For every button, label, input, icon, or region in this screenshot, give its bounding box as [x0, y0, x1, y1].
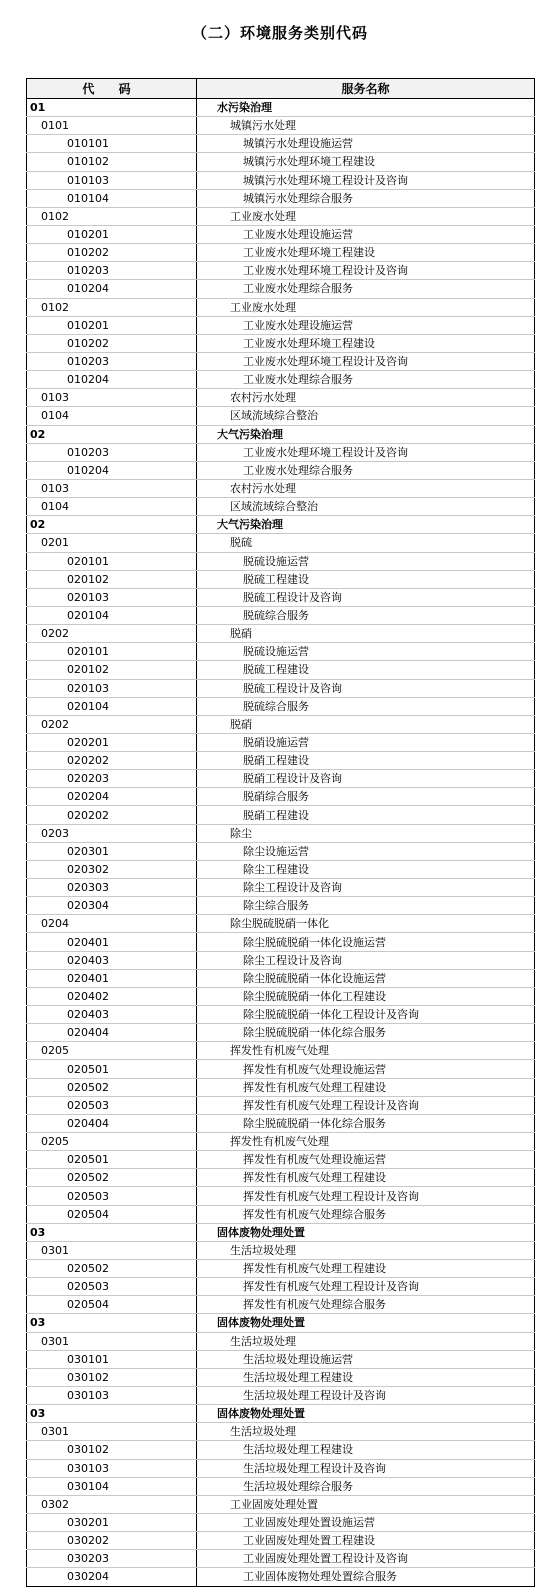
service-name: 挥发性有机废气处理工程设计及咨询	[197, 1096, 535, 1114]
service-code: 030102	[27, 1441, 197, 1459]
subcategory-row	[27, 1042, 535, 1060]
service-code: 030202	[27, 1532, 197, 1550]
service-code: 020304	[27, 897, 197, 915]
service-name: 生活垃圾处理综合服务	[197, 1477, 535, 1495]
subcategory-row	[27, 117, 535, 135]
table-row	[27, 316, 535, 334]
table-row	[27, 588, 535, 606]
table-row	[27, 1024, 535, 1042]
service-code: 0102	[27, 207, 197, 225]
table-row	[27, 1550, 535, 1568]
service-name: 脱硫综合服务	[197, 606, 535, 624]
service-name: 城镇污水处理	[197, 117, 535, 135]
table-row	[27, 244, 535, 262]
service-name: 水污染治理	[197, 99, 535, 117]
service-name: 固体废物处理处置	[197, 1405, 535, 1423]
service-code: 0201	[27, 534, 197, 552]
service-name: 工业废水处理综合服务	[197, 280, 535, 298]
service-name: 脱硝综合服务	[197, 788, 535, 806]
service-name: 大气污染治理	[197, 425, 535, 443]
service-name: 城镇污水处理设施运营	[197, 135, 535, 153]
service-code: 020502	[27, 1169, 197, 1187]
table-row	[27, 1513, 535, 1531]
service-code: 020503	[27, 1096, 197, 1114]
service-code: 010203	[27, 352, 197, 370]
service-code: 010204	[27, 461, 197, 479]
service-name: 生活垃圾处理	[197, 1423, 535, 1441]
service-name: 工业废水处理环境工程设计及咨询	[197, 262, 535, 280]
table-row	[27, 951, 535, 969]
subcategory-row	[27, 1133, 535, 1151]
service-code: 020403	[27, 951, 197, 969]
service-code: 020203	[27, 770, 197, 788]
service-name: 工业废水处理设施运营	[197, 316, 535, 334]
subcategory-row	[27, 298, 535, 316]
service-code: 0103	[27, 479, 197, 497]
service-name: 脱硝工程建设	[197, 806, 535, 824]
service-code: 010202	[27, 334, 197, 352]
subcategory-row	[27, 534, 535, 552]
service-name: 生活垃圾处理工程设计及咨询	[197, 1386, 535, 1404]
table-row	[27, 552, 535, 570]
service-code: 0104	[27, 498, 197, 516]
table-row	[27, 1532, 535, 1550]
service-name: 挥发性有机废气处理工程建设	[197, 1260, 535, 1278]
subcategory-row	[27, 207, 535, 225]
service-code: 0102	[27, 298, 197, 316]
service-name: 工业废水处理环境工程建设	[197, 334, 535, 352]
service-code: 020202	[27, 806, 197, 824]
service-code: 0203	[27, 824, 197, 842]
table-row	[27, 1260, 535, 1278]
category-row	[27, 1314, 535, 1332]
table-row	[27, 933, 535, 951]
service-code: 030103	[27, 1459, 197, 1477]
service-name: 工业废水处理综合服务	[197, 371, 535, 389]
category-row	[27, 99, 535, 117]
service-code: 01	[27, 99, 197, 117]
service-code: 0104	[27, 407, 197, 425]
service-name: 脱硝设施运营	[197, 733, 535, 751]
table-row	[27, 661, 535, 679]
table-row	[27, 697, 535, 715]
table-row	[27, 1096, 535, 1114]
service-name: 除尘脱硫脱硝一体化综合服务	[197, 1024, 535, 1042]
service-name: 脱硫工程建设	[197, 570, 535, 588]
service-name: 城镇污水处理环境工程设计及咨询	[197, 171, 535, 189]
service-name: 生活垃圾处理工程设计及咨询	[197, 1459, 535, 1477]
service-name: 挥发性有机废气处理设施运营	[197, 1151, 535, 1169]
subcategory-row	[27, 1495, 535, 1513]
subcategory-row	[27, 407, 535, 425]
table-row	[27, 1296, 535, 1314]
service-name: 脱硫综合服务	[197, 697, 535, 715]
service-code: 0204	[27, 915, 197, 933]
service-name: 脱硫设施运营	[197, 643, 535, 661]
service-name: 挥发性有机废气处理工程设计及咨询	[197, 1278, 535, 1296]
table-row	[27, 897, 535, 915]
table-row	[27, 1169, 535, 1187]
table-row	[27, 969, 535, 987]
service-name: 工业废水处理环境工程建设	[197, 244, 535, 262]
subcategory-row	[27, 1332, 535, 1350]
subcategory-row	[27, 625, 535, 643]
service-code: 02	[27, 516, 197, 534]
service-name: 区域流域综合整治	[197, 407, 535, 425]
service-name: 工业废水处理	[197, 298, 535, 316]
service-code: 0202	[27, 715, 197, 733]
service-code: 010103	[27, 171, 197, 189]
service-name: 脱硝工程建设	[197, 752, 535, 770]
service-name: 挥发性有机废气处理综合服务	[197, 1296, 535, 1314]
service-code: 010104	[27, 189, 197, 207]
service-name: 除尘综合服务	[197, 897, 535, 915]
subcategory-row	[27, 824, 535, 842]
table-row	[27, 1368, 535, 1386]
category-row	[27, 425, 535, 443]
service-name: 除尘工程设计及咨询	[197, 951, 535, 969]
subcategory-row	[27, 389, 535, 407]
service-code: 0103	[27, 389, 197, 407]
category-row	[27, 1223, 535, 1241]
service-code: 020103	[27, 679, 197, 697]
table-row	[27, 1441, 535, 1459]
service-code: 030102	[27, 1368, 197, 1386]
service-name: 脱硝	[197, 715, 535, 733]
table-row	[27, 987, 535, 1005]
service-code: 030201	[27, 1513, 197, 1531]
category-row	[27, 1405, 535, 1423]
service-name: 农村污水处理	[197, 389, 535, 407]
service-code: 010204	[27, 280, 197, 298]
service-name: 除尘工程设计及咨询	[197, 879, 535, 897]
service-code: 020104	[27, 606, 197, 624]
table-row	[27, 752, 535, 770]
table-row	[27, 461, 535, 479]
subcategory-row	[27, 915, 535, 933]
page-title: （二）环境服务类别代码	[191, 24, 368, 42]
table-row	[27, 189, 535, 207]
service-code: 020504	[27, 1205, 197, 1223]
service-code: 02	[27, 425, 197, 443]
service-name: 工业废水处理设施运营	[197, 225, 535, 243]
service-code: 020503	[27, 1187, 197, 1205]
table-row	[27, 1114, 535, 1132]
table-row	[27, 1205, 535, 1223]
service-name: 除尘	[197, 824, 535, 842]
service-code: 020504	[27, 1296, 197, 1314]
service-name: 工业固废处理处置设施运营	[197, 1513, 535, 1531]
category-row	[27, 516, 535, 534]
subcategory-row	[27, 1241, 535, 1259]
service-name: 工业固废处理处置工程设计及咨询	[197, 1550, 535, 1568]
service-name: 除尘脱硫脱硝一体化	[197, 915, 535, 933]
service-name: 挥发性有机废气处理工程建设	[197, 1169, 535, 1187]
service-name: 脱硫工程建设	[197, 661, 535, 679]
service-code: 020101	[27, 643, 197, 661]
table-row	[27, 733, 535, 751]
service-name: 城镇污水处理环境工程建设	[197, 153, 535, 171]
table-body	[27, 99, 535, 1587]
service-name: 挥发性有机废气处理工程建设	[197, 1078, 535, 1096]
service-name: 生活垃圾处理工程建设	[197, 1441, 535, 1459]
service-name: 除尘脱硫脱硝一体化设施运营	[197, 933, 535, 951]
service-code: 0202	[27, 625, 197, 643]
table-row	[27, 842, 535, 860]
service-code: 0301	[27, 1332, 197, 1350]
service-code: 020202	[27, 752, 197, 770]
table-row	[27, 570, 535, 588]
table-row	[27, 1477, 535, 1495]
table-row	[27, 153, 535, 171]
service-code: 020102	[27, 570, 197, 588]
service-code: 010201	[27, 225, 197, 243]
service-name: 除尘脱硫脱硝一体化设施运营	[197, 969, 535, 987]
service-name: 挥发性有机废气处理工程设计及咨询	[197, 1187, 535, 1205]
table-row	[27, 788, 535, 806]
service-code: 020302	[27, 860, 197, 878]
table-row	[27, 1006, 535, 1024]
service-name: 工业废水处理环境工程设计及咨询	[197, 443, 535, 461]
service-code: 010203	[27, 262, 197, 280]
service-code: 03	[27, 1405, 197, 1423]
service-code: 0101	[27, 117, 197, 135]
subcategory-row	[27, 1423, 535, 1441]
table-row	[27, 334, 535, 352]
service-name: 除尘设施运营	[197, 842, 535, 860]
service-name: 挥发性有机废气处理综合服务	[197, 1205, 535, 1223]
service-name: 工业废水处理环境工程设计及咨询	[197, 352, 535, 370]
service-code: 03	[27, 1314, 197, 1332]
subcategory-row	[27, 498, 535, 516]
service-name: 工业固废处理处置	[197, 1495, 535, 1513]
table-row	[27, 1568, 535, 1586]
service-name: 脱硫工程设计及咨询	[197, 679, 535, 697]
service-name: 脱硝	[197, 625, 535, 643]
service-code: 0205	[27, 1133, 197, 1151]
service-code: 020402	[27, 987, 197, 1005]
service-code: 020401	[27, 969, 197, 987]
service-name: 工业废水处理	[197, 207, 535, 225]
table-row	[27, 262, 535, 280]
service-name: 除尘工程建设	[197, 860, 535, 878]
table-row	[27, 352, 535, 370]
service-name: 生活垃圾处理	[197, 1241, 535, 1259]
table-row	[27, 1078, 535, 1096]
service-name: 生活垃圾处理	[197, 1332, 535, 1350]
table-row	[27, 679, 535, 697]
service-code: 020502	[27, 1260, 197, 1278]
service-code: 020501	[27, 1060, 197, 1078]
table-row	[27, 135, 535, 153]
subcategory-row	[27, 715, 535, 733]
service-code: 020204	[27, 788, 197, 806]
table-row	[27, 171, 535, 189]
service-code: 020103	[27, 588, 197, 606]
service-name: 固体废物处理处置	[197, 1314, 535, 1332]
service-code: 020303	[27, 879, 197, 897]
table-row	[27, 806, 535, 824]
service-code: 030203	[27, 1550, 197, 1568]
service-name: 脱硫	[197, 534, 535, 552]
table-row	[27, 879, 535, 897]
code-column-header: 代 码	[27, 79, 197, 99]
service-code: 010204	[27, 371, 197, 389]
service-name: 城镇污水处理综合服务	[197, 189, 535, 207]
service-name: 工业废水处理综合服务	[197, 461, 535, 479]
service-name: 工业固废处理处置工程建设	[197, 1532, 535, 1550]
table-row	[27, 1060, 535, 1078]
table-row	[27, 371, 535, 389]
service-code-table	[26, 78, 535, 1587]
service-name: 生活垃圾处理设施运营	[197, 1350, 535, 1368]
service-code: 020404	[27, 1024, 197, 1042]
service-name: 挥发性有机废气处理	[197, 1042, 535, 1060]
service-name: 工业固体废物处理处置综合服务	[197, 1568, 535, 1586]
service-name: 脱硝工程设计及咨询	[197, 770, 535, 788]
subcategory-row	[27, 479, 535, 497]
table-row	[27, 1350, 535, 1368]
service-name: 生活垃圾处理工程建设	[197, 1368, 535, 1386]
service-code: 020101	[27, 552, 197, 570]
service-code: 020503	[27, 1278, 197, 1296]
service-code: 03	[27, 1223, 197, 1241]
table-row	[27, 1459, 535, 1477]
service-code: 020502	[27, 1078, 197, 1096]
table-row	[27, 606, 535, 624]
table-row	[27, 770, 535, 788]
service-name: 除尘脱硫脱硝一体化工程建设	[197, 987, 535, 1005]
service-code: 020301	[27, 842, 197, 860]
service-code: 030103	[27, 1386, 197, 1404]
table-row	[27, 643, 535, 661]
table-row	[27, 1386, 535, 1404]
service-code: 020404	[27, 1114, 197, 1132]
service-name: 挥发性有机废气处理	[197, 1133, 535, 1151]
service-code: 030101	[27, 1350, 197, 1368]
service-name: 固体废物处理处置	[197, 1223, 535, 1241]
table-row	[27, 1151, 535, 1169]
service-code: 020201	[27, 733, 197, 751]
service-code: 010203	[27, 443, 197, 461]
service-code: 010102	[27, 153, 197, 171]
service-code: 0205	[27, 1042, 197, 1060]
service-code: 0302	[27, 1495, 197, 1513]
service-code: 010201	[27, 316, 197, 334]
table-row	[27, 1278, 535, 1296]
service-name: 大气污染治理	[197, 516, 535, 534]
table-row	[27, 225, 535, 243]
table-header-row	[27, 79, 535, 99]
service-code: 010202	[27, 244, 197, 262]
service-name: 脱硫设施运营	[197, 552, 535, 570]
service-name: 除尘脱硫脱硝一体化综合服务	[197, 1114, 535, 1132]
service-code: 020403	[27, 1006, 197, 1024]
service-code: 010101	[27, 135, 197, 153]
service-code: 0301	[27, 1423, 197, 1441]
service-name: 除尘脱硫脱硝一体化工程设计及咨询	[197, 1006, 535, 1024]
service-name: 挥发性有机废气处理设施运营	[197, 1060, 535, 1078]
service-code: 020102	[27, 661, 197, 679]
table-row	[27, 443, 535, 461]
service-code: 020501	[27, 1151, 197, 1169]
table-row	[27, 860, 535, 878]
service-code: 020401	[27, 933, 197, 951]
service-name: 区域流域综合整治	[197, 498, 535, 516]
service-code: 030104	[27, 1477, 197, 1495]
service-code: 0301	[27, 1241, 197, 1259]
service-name: 农村污水处理	[197, 479, 535, 497]
service-code: 020104	[27, 697, 197, 715]
service-code: 030204	[27, 1568, 197, 1586]
service-name: 脱硫工程设计及咨询	[197, 588, 535, 606]
table-row	[27, 1187, 535, 1205]
table-row	[27, 280, 535, 298]
name-column-header: 服务名称	[197, 79, 535, 99]
